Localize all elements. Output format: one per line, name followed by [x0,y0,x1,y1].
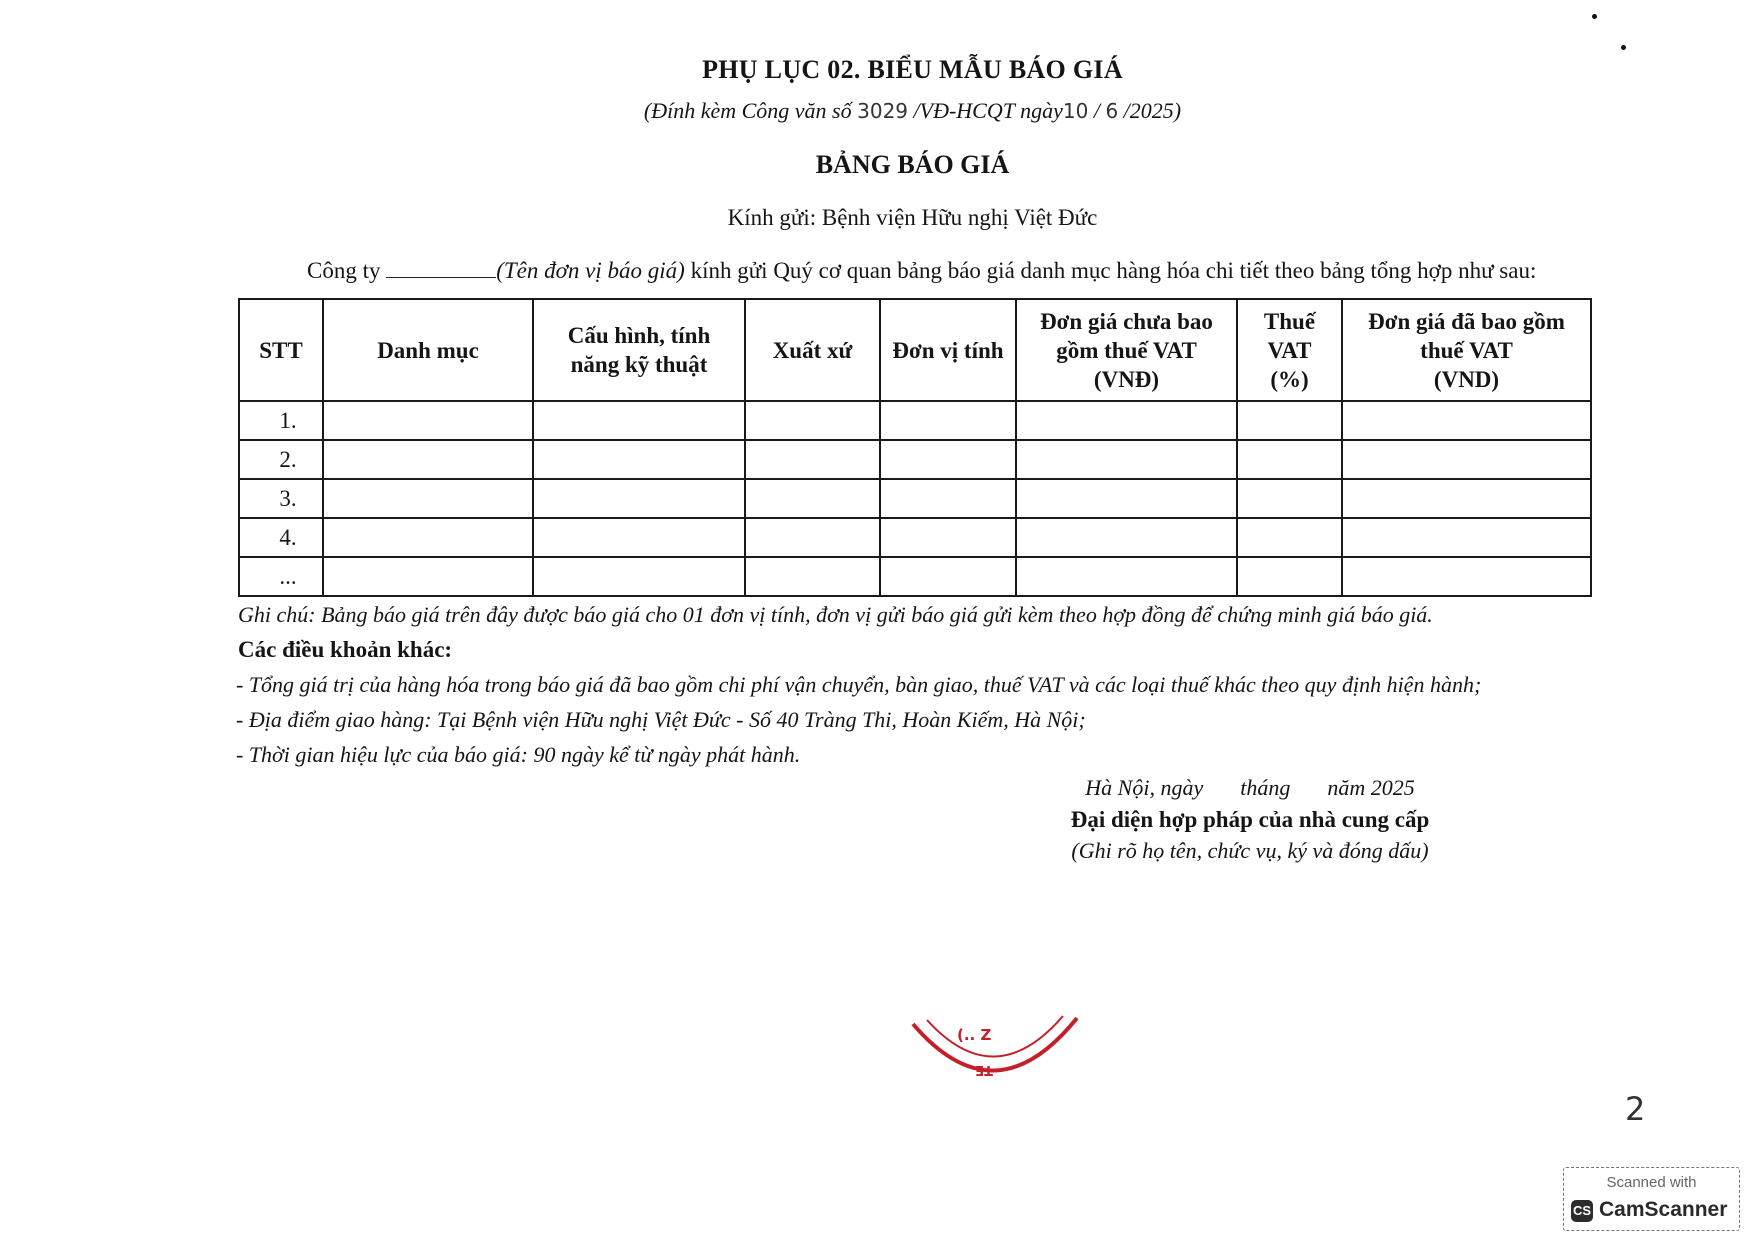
table-row [239,518,1591,557]
col-header-unit: Đơn vị tính [880,299,1016,401]
term-item: - Thời gian hiệu lực của báo giá: 90 ngày kể từ ngày phát hành. [236,742,801,767]
term-item: - Tổng giá trị của hàng hóa trong báo giá đã bao gồm chi phí vận chuyển, bàn giao, thuế VAT và các loại thuế khác theo quy định hiện hành; [236,672,1482,697]
intro-company-label: Công ty [307,258,381,283]
col-header-stt: STT [239,299,323,401]
table-row [239,557,1591,596]
col-header-price-excl-vat: Đơn giá chưa bao gồm thuế VAT (VNĐ) [1016,299,1237,401]
cell-category [323,440,533,479]
intro-text: kính gửi Quý cơ quan bảng báo giá danh mục hàng hóa chi tiết theo bảng tổng hợp như sau: [690,258,1537,283]
cell-price-excl-vat [1016,518,1237,557]
intro-company-hint: (Tên đơn vị báo giá) [496,258,685,283]
cell-price-incl-vat [1342,557,1591,596]
cell-origin [745,557,880,596]
scan-speck [1621,45,1626,50]
handwritten-page-number: 2 [1625,1090,1646,1128]
cell-unit [880,518,1016,557]
document-subtitle [0,98,1755,124]
cell-specification [533,401,745,440]
cell-stt: 1. [239,401,323,440]
quote-table [238,298,1592,597]
cell-unit [880,479,1016,518]
cell-price-excl-vat [1016,440,1237,479]
cell-price-incl-vat [1342,518,1591,557]
stamp-fragment-top: (.. Z [957,1026,992,1044]
stamp-fragment-bottom: TE [975,1062,993,1077]
cell-origin [745,479,880,518]
cell-specification [533,557,745,596]
cell-stt: 4. [239,518,323,557]
cell-vat-rate [1237,479,1342,518]
cell-unit [880,401,1016,440]
term-item: - Địa điểm giao hàng: Tại Bệnh viện Hữu nghị Việt Đức - Số 40 Tràng Thi, Hoàn Kiếm, Hà Nội; [236,707,1086,732]
quote-heading: BẢNG BÁO GIÁ [815,150,1010,179]
table-header-row [239,299,1591,401]
cell-price-incl-vat [1342,479,1591,518]
cell-price-incl-vat [1342,440,1591,479]
scan-speck [1592,14,1597,19]
cell-origin [745,401,880,440]
cell-origin [745,518,880,557]
cell-unit [880,440,1016,479]
cell-vat-rate [1237,518,1342,557]
subtitle-prefix: (Đính kèm Công văn số [643,98,852,123]
col-header-specification: Cấu hình, tính năng kỹ thuật [533,299,745,401]
intro-paragraph [307,258,1536,284]
signature-month-word: tháng [1240,775,1291,800]
camscanner-logo-icon: CS [1571,1200,1593,1222]
cell-vat-rate [1237,401,1342,440]
cell-specification [533,440,745,479]
cell-price-excl-vat [1016,479,1237,518]
signature-instruction: (Ghi rõ họ tên, chức vụ, ký và đóng dấu) [1071,838,1429,863]
cell-category [323,518,533,557]
cell-specification [533,518,745,557]
cell-vat-rate [1237,557,1342,596]
camscanner-watermark [1563,1167,1740,1231]
col-header-vat-rate: Thuế VAT (%) [1237,299,1342,401]
company-name-blank [386,259,496,278]
col-header-origin: Xuất xứ [745,299,880,401]
cell-stt: 2. [239,440,323,479]
red-stamp-fragment [905,1010,1095,1100]
signature-year: năm 2025 [1327,775,1415,800]
table-row [239,401,1591,440]
subtitle-doc-number: 3029 [857,99,909,123]
cell-stt: ... [239,557,323,596]
col-header-price-incl-vat: Đơn giá đã bao gồm thuế VAT (VND) [1342,299,1591,401]
subtitle-suffix: /2025) [1123,98,1182,123]
subtitle-month: 6 [1105,99,1119,123]
cell-vat-rate [1237,440,1342,479]
document-title: PHỤ LỤC 02. BIỂU MẪU BÁO GIÁ [702,55,1123,84]
col-header-category: Danh mục [323,299,533,401]
recipient-line: Kính gửi: Bệnh viện Hữu nghị Việt Đức [727,205,1098,230]
subtitle-slash: / [1093,98,1100,123]
cell-stt: 3. [239,479,323,518]
watermark-caption: Scanned with [1606,1174,1697,1191]
cell-price-incl-vat [1342,401,1591,440]
terms-heading: Các điều khoản khác: [238,637,453,662]
signature-place: Hà Nội, ngày [1085,775,1204,800]
table-note: Ghi chú: Bảng báo giá trên đây được báo giá cho 01 đơn vị tính, đơn vị gửi báo giá gửi kèm theo hợp đồng để chứng minh giá báo giá. [238,602,1433,627]
subtitle-middle: /VĐ-HCQT ngày [913,98,1063,123]
table-row [239,479,1591,518]
table-row [239,440,1591,479]
cell-unit [880,557,1016,596]
subtitle-day: 10 [1062,99,1089,123]
cell-price-excl-vat [1016,557,1237,596]
watermark-brand: CamScanner [1599,1198,1728,1221]
cell-price-excl-vat [1016,401,1237,440]
cell-category [323,557,533,596]
cell-specification [533,479,745,518]
signature-date-line [1000,775,1500,801]
signature-representative: Đại diện hợp pháp của nhà cung cấp [1070,807,1430,832]
cell-origin [745,440,880,479]
cell-category [323,401,533,440]
cell-category [323,479,533,518]
